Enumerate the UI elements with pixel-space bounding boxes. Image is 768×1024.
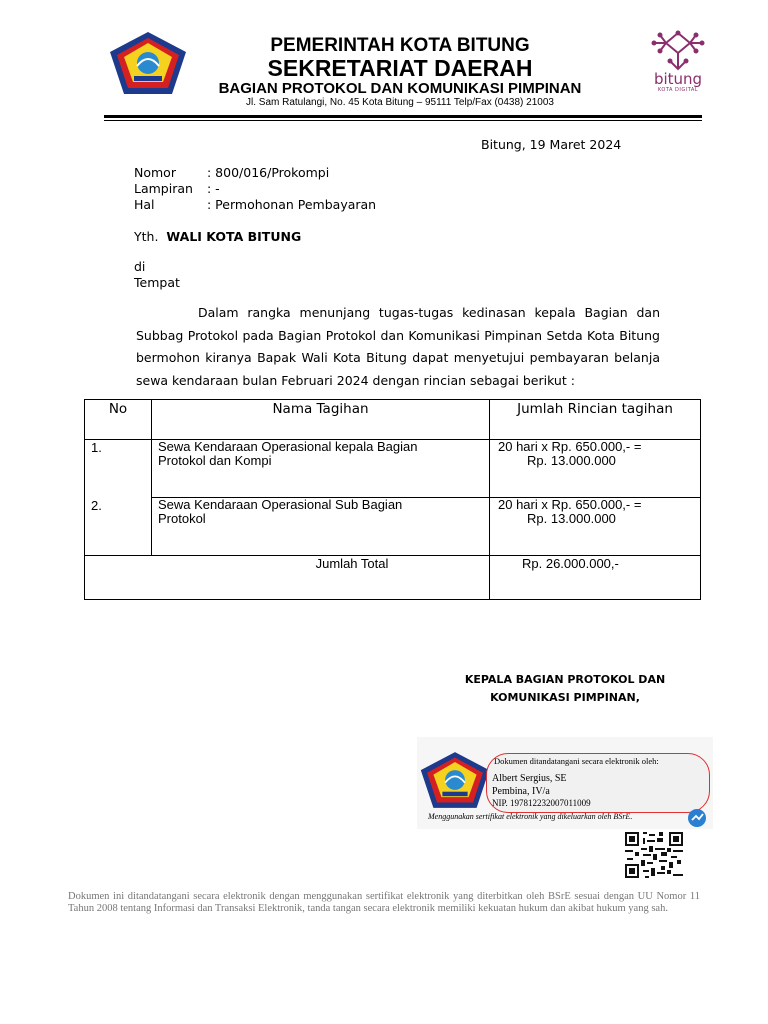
meta-nomor-label: Nomor: [134, 165, 176, 180]
header-no: No: [85, 400, 152, 440]
paragraph-line-4: sewa kendaraan bulan Februari 2024 dengan rincian sebagai berikut :: [136, 373, 575, 388]
paragraph-line-2: Subbag Protokol pada Bagian Protokol dan Komunikasi Pimpinan Setda Kota Bitung: [136, 328, 660, 343]
meta-hal-label: Hal: [134, 197, 155, 212]
letter-date: Bitung, 19 Maret 2024: [481, 137, 622, 152]
recipient-name: WALI KOTA BITUNG: [166, 229, 302, 244]
row-calc: 20 hari x Rp. 650.000,- =: [498, 439, 642, 454]
header-secretariat: SEKRETARIAT DAERAH: [267, 55, 533, 81]
row-calc: 20 hari x Rp. 650.000,- =: [498, 497, 642, 512]
total-label: [85, 556, 490, 600]
header-amount: Jumlah Rincian tagihan: [490, 400, 701, 440]
bitung-digital-logo-icon: [646, 27, 710, 73]
table-row: [85, 440, 701, 498]
header-government: PEMERINTAH KOTA BITUNG: [270, 35, 530, 56]
bsre-badge-icon: [687, 808, 707, 828]
recipient-line: [134, 229, 301, 244]
esign-rank: Pembina, IV/a: [492, 786, 550, 797]
row-name-line1: Sewa Kendaraan Operasional kepala Bagian: [158, 439, 418, 454]
signatory-title-2: KOMUNIKASI PIMPINAN,: [490, 691, 640, 704]
letterhead-rule-thick: [104, 115, 702, 118]
esign-name: Albert Sergius, SE: [492, 773, 567, 784]
row-amount-value: Rp. 13.000.000: [527, 511, 616, 526]
row-amount: [490, 440, 701, 498]
table-row: [85, 498, 701, 556]
row-no-text: 2.: [91, 497, 102, 513]
footer-disclaimer: Dokumen ini ditandatangani secara elektronik dengan menggunakan sertifikat elektronik yang diterbitkan oleh BSrE sesuai dengan UU Nomor 11 Tahun 2008 tentang Informasi dan Transaksi Elektronik, tanda tangan secara elektronik memiliki kekuatan hukum dan akibat hukum yang sah.: [68, 891, 700, 914]
row-no: [85, 498, 152, 556]
table-header-row: [85, 400, 701, 440]
paragraph-line-1: Dalam rangka menunjang tugas-tugas kedinasan kepala Bagian dan: [198, 305, 660, 320]
row-amount-value: Rp. 13.000.000: [527, 453, 616, 468]
recipient-prefix: Yth.: [134, 229, 159, 244]
meta-nomor-value: : 800/016/Prokompi: [207, 165, 330, 180]
row-name-line2: Protokol: [158, 511, 206, 526]
header-division: BAGIAN PROTOKOL DAN KOMUNIKASI PIMPINAN: [218, 80, 582, 97]
paragraph-line-3: bermohon kiranya Bapak Wali Kota Bitung dapat menyetujui pembayaran belanja: [136, 350, 660, 365]
signatory-title-1: KEPALA BAGIAN PROTOKOL DAN: [464, 673, 666, 686]
header-name: Nama Tagihan: [152, 400, 490, 440]
bitung-brand-sub: KOTA DIGITAL: [657, 87, 699, 93]
row-name: [152, 440, 490, 498]
total-label-text: Jumlah Total: [315, 556, 389, 571]
qr-code-icon: [625, 832, 683, 878]
total-value-text: Rp. 26.000.000,-: [522, 556, 619, 571]
row-no-text: 1.: [91, 440, 102, 455]
meta-lampiran-value: : -: [207, 181, 220, 196]
row-amount: [490, 498, 701, 556]
recipient-place: Tempat: [134, 275, 180, 290]
meta-lampiran-label: Lampiran: [134, 181, 193, 196]
meta-hal-value: : Permohonan Pembayaran: [207, 197, 377, 212]
letterhead-rule-thin: [104, 120, 702, 121]
esign-nip: NIP. 197812232007011009: [492, 798, 591, 808]
row-no: [85, 440, 152, 498]
header-address: Jl. Sam Ratulangi, No. 45 Kota Bitung – 95111 Telp/Fax (0438) 21003: [246, 97, 554, 108]
recipient-di: di: [134, 259, 146, 274]
esign-title: Dokumen ditandatangani secara elektronik oleh:: [494, 756, 659, 766]
esign-crest-logo: [419, 750, 491, 810]
row-name: [152, 498, 490, 556]
esign-note: Menggunakan sertifikat elektronik yang dikeluarkan oleh BSrE.: [428, 812, 633, 821]
billing-table: [84, 399, 701, 600]
row-name-line2: Protokol dan Kompi: [158, 453, 272, 468]
total-value: [490, 556, 701, 600]
table-total-row: [85, 556, 701, 600]
row-name-line1: Sewa Kendaraan Operasional Sub Bagian: [158, 497, 403, 512]
bitung-brand-word: bitung: [653, 70, 703, 88]
